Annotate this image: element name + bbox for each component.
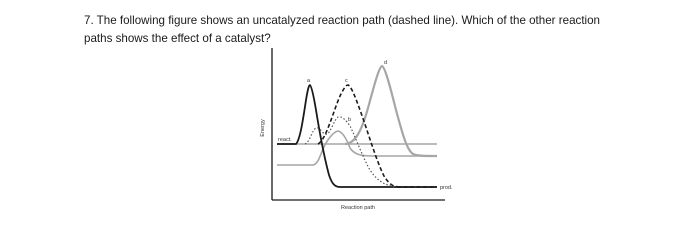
path-c-curve	[318, 85, 437, 187]
path-b-curve	[305, 117, 437, 187]
question-line-1: 7. The following figure shows an uncatalyzed reaction path (dashed line). Which of the other reaction	[84, 14, 601, 27]
path-label-a: a	[307, 78, 311, 84]
product-label: prod.	[440, 185, 453, 191]
x-axis-label: Reaction path	[341, 205, 375, 211]
path-label-b: b	[348, 117, 352, 123]
path-label-c: c	[345, 78, 348, 84]
path-d-curve	[345, 66, 437, 156]
reactant-label: react.	[278, 137, 292, 143]
path-label-d: d	[384, 60, 388, 66]
y-axis-label: Energy	[260, 119, 266, 137]
question-line-2: paths shows the effect of a catalyst?	[84, 32, 271, 45]
